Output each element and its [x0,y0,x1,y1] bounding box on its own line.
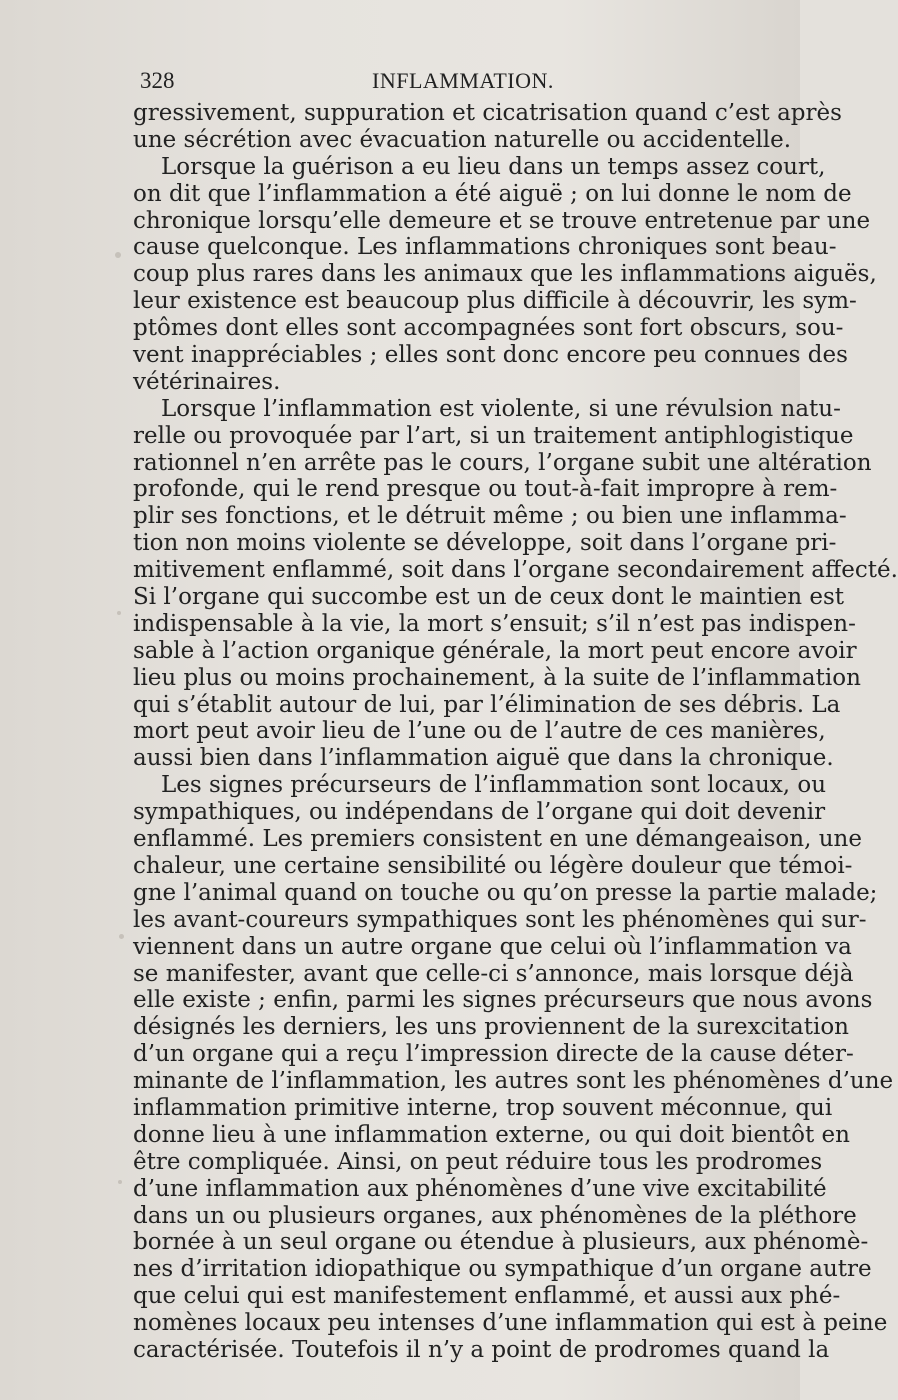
text-line: gne l’animal quand on touche ou qu’on presse la partie malade; [133,879,878,906]
text-line: Lorsque l’inflammation est violente, si une révulsion natu- [161,395,841,422]
text-line: désignés les derniers, les uns proviennent de la surexcitation [133,1014,849,1041]
text-line: dans un ou plusieurs organes, aux phénomènes de la pléthore [133,1202,857,1229]
text-line: vent inappréciables ; elles sont donc encore peu connues des [133,342,848,369]
text-line: Lorsque la guérison a eu lieu dans un temps assez court, [161,153,826,180]
text-line: se manifester, avant que celle-ci s’annonce, mais lorsque déjà [133,960,854,987]
text-line: que celui qui est manifestement enflammé, et aussi aux phé- [133,1283,841,1310]
paper-spot [115,252,121,258]
text-line: chaleur, une certaine sensibilité ou légère douleur que témoi- [133,852,853,879]
text-line: mort peut avoir lieu de l’une ou de l’autre de ces manières, [133,718,826,745]
text-line: coup plus rares dans les animaux que les inflammations aiguës, [133,261,877,288]
text-line: profonde, qui le rend presque ou tout-à-fait impropre à rem- [133,476,838,503]
text-line: enflammé. Les premiers consistent en une démangeaison, une [133,826,862,853]
text-line: tion non moins violente se développe, soit dans l’organe pri- [133,530,837,557]
paper-spot [117,611,121,615]
paper-spot [119,934,124,939]
text-line: Les signes précurseurs de l’inflammation sont locaux, ou [161,772,827,799]
page-header [140,66,580,96]
text-line: caractérisée. Toutefois il n’y a point de prodromes quand la [133,1336,830,1363]
body-text [133,100,898,1364]
text-line: sympathiques, ou indépendans de l’organe qui doit devenir [133,799,826,826]
text-line: bornée à un seul organe ou étendue à plusieurs, aux phénomè- [133,1229,869,1256]
text-line: qui s’établit autour de lui, par l’élimination de ses débris. La [133,691,841,718]
text-line: cause quelconque. Les inflammations chroniques sont beau- [133,234,837,261]
text-line: d’une inflammation aux phénomènes d’une vive excitabilité [133,1175,827,1202]
text-line: vétérinaires. [133,368,281,395]
text-line: elle existe ; enfin, parmi les signes précurseurs que nous avons [133,987,873,1014]
text-line: les avant-coureurs sympathiques sont les phénomènes qui sur- [133,906,867,933]
text-line: on dit que l’inflammation a été aiguë ; on lui donne le nom de [133,180,852,207]
text-line: chronique lorsqu’elle demeure et se trouve entretenue par une [133,207,871,234]
text-line: nes d’irritation idiopathique ou sympathique d’un organe autre [133,1256,872,1283]
text-line: rationnel n’en arrête pas le cours, l’organe subit une altération [133,449,872,476]
text-line: relle ou provoquée par l’art, si un traitement antiphlogistique [133,422,854,449]
text-line: nomènes locaux peu intenses d’une inflammation qui est à peine [133,1310,888,1337]
text-line: leur existence est beaucoup plus difficile à découvrir, les sym- [133,288,857,315]
text-line: viennent dans un autre organe que celui où l’inflammation va [133,933,852,960]
paper-spot [118,1180,122,1184]
text-line: ptômes dont elles sont accompagnées sont fort obscurs, sou- [133,315,844,342]
page-number: 328 [140,68,175,93]
text-line: lieu plus ou moins prochainement, à la suite de l’inflammation [133,664,861,691]
text-line: plir ses fonctions, et le détruit même ; ou bien une inflamma- [133,503,847,530]
text-line: être compliquée. Ainsi, on peut réduire tous les prodromes [133,1148,823,1175]
text-line: minante de l’inflammation, les autres sont les phénomènes d’une [133,1068,894,1095]
text-line: inflammation primitive interne, trop souvent méconnue, qui [133,1094,833,1121]
text-line: mitivement enflammé, soit dans l’organe secondairement affecté. [133,557,898,584]
text-line: donne lieu à une inflammation externe, ou qui doit bientôt en [133,1121,850,1148]
text-line: aussi bien dans l’inflammation aiguë que dans la chronique. [133,745,834,772]
text-line: une sécrétion avec évacuation naturelle ou accidentelle. [133,126,792,153]
text-line: gressivement, suppuration et cicatrisation quand c’est après [133,100,842,126]
running-title: INFLAMMATION. [372,68,554,93]
text-line: indispensable à la vie, la mort s’ensuit; s’il n’est pas indispen- [133,610,856,637]
text-line: d’un organe qui a reçu l’impression directe de la cause déter- [133,1041,854,1068]
text-line: sable à l’action organique générale, la mort peut encore avoir [133,637,857,664]
text-line: Si l’organe qui succombe est un de ceux dont le maintien est [133,584,845,611]
